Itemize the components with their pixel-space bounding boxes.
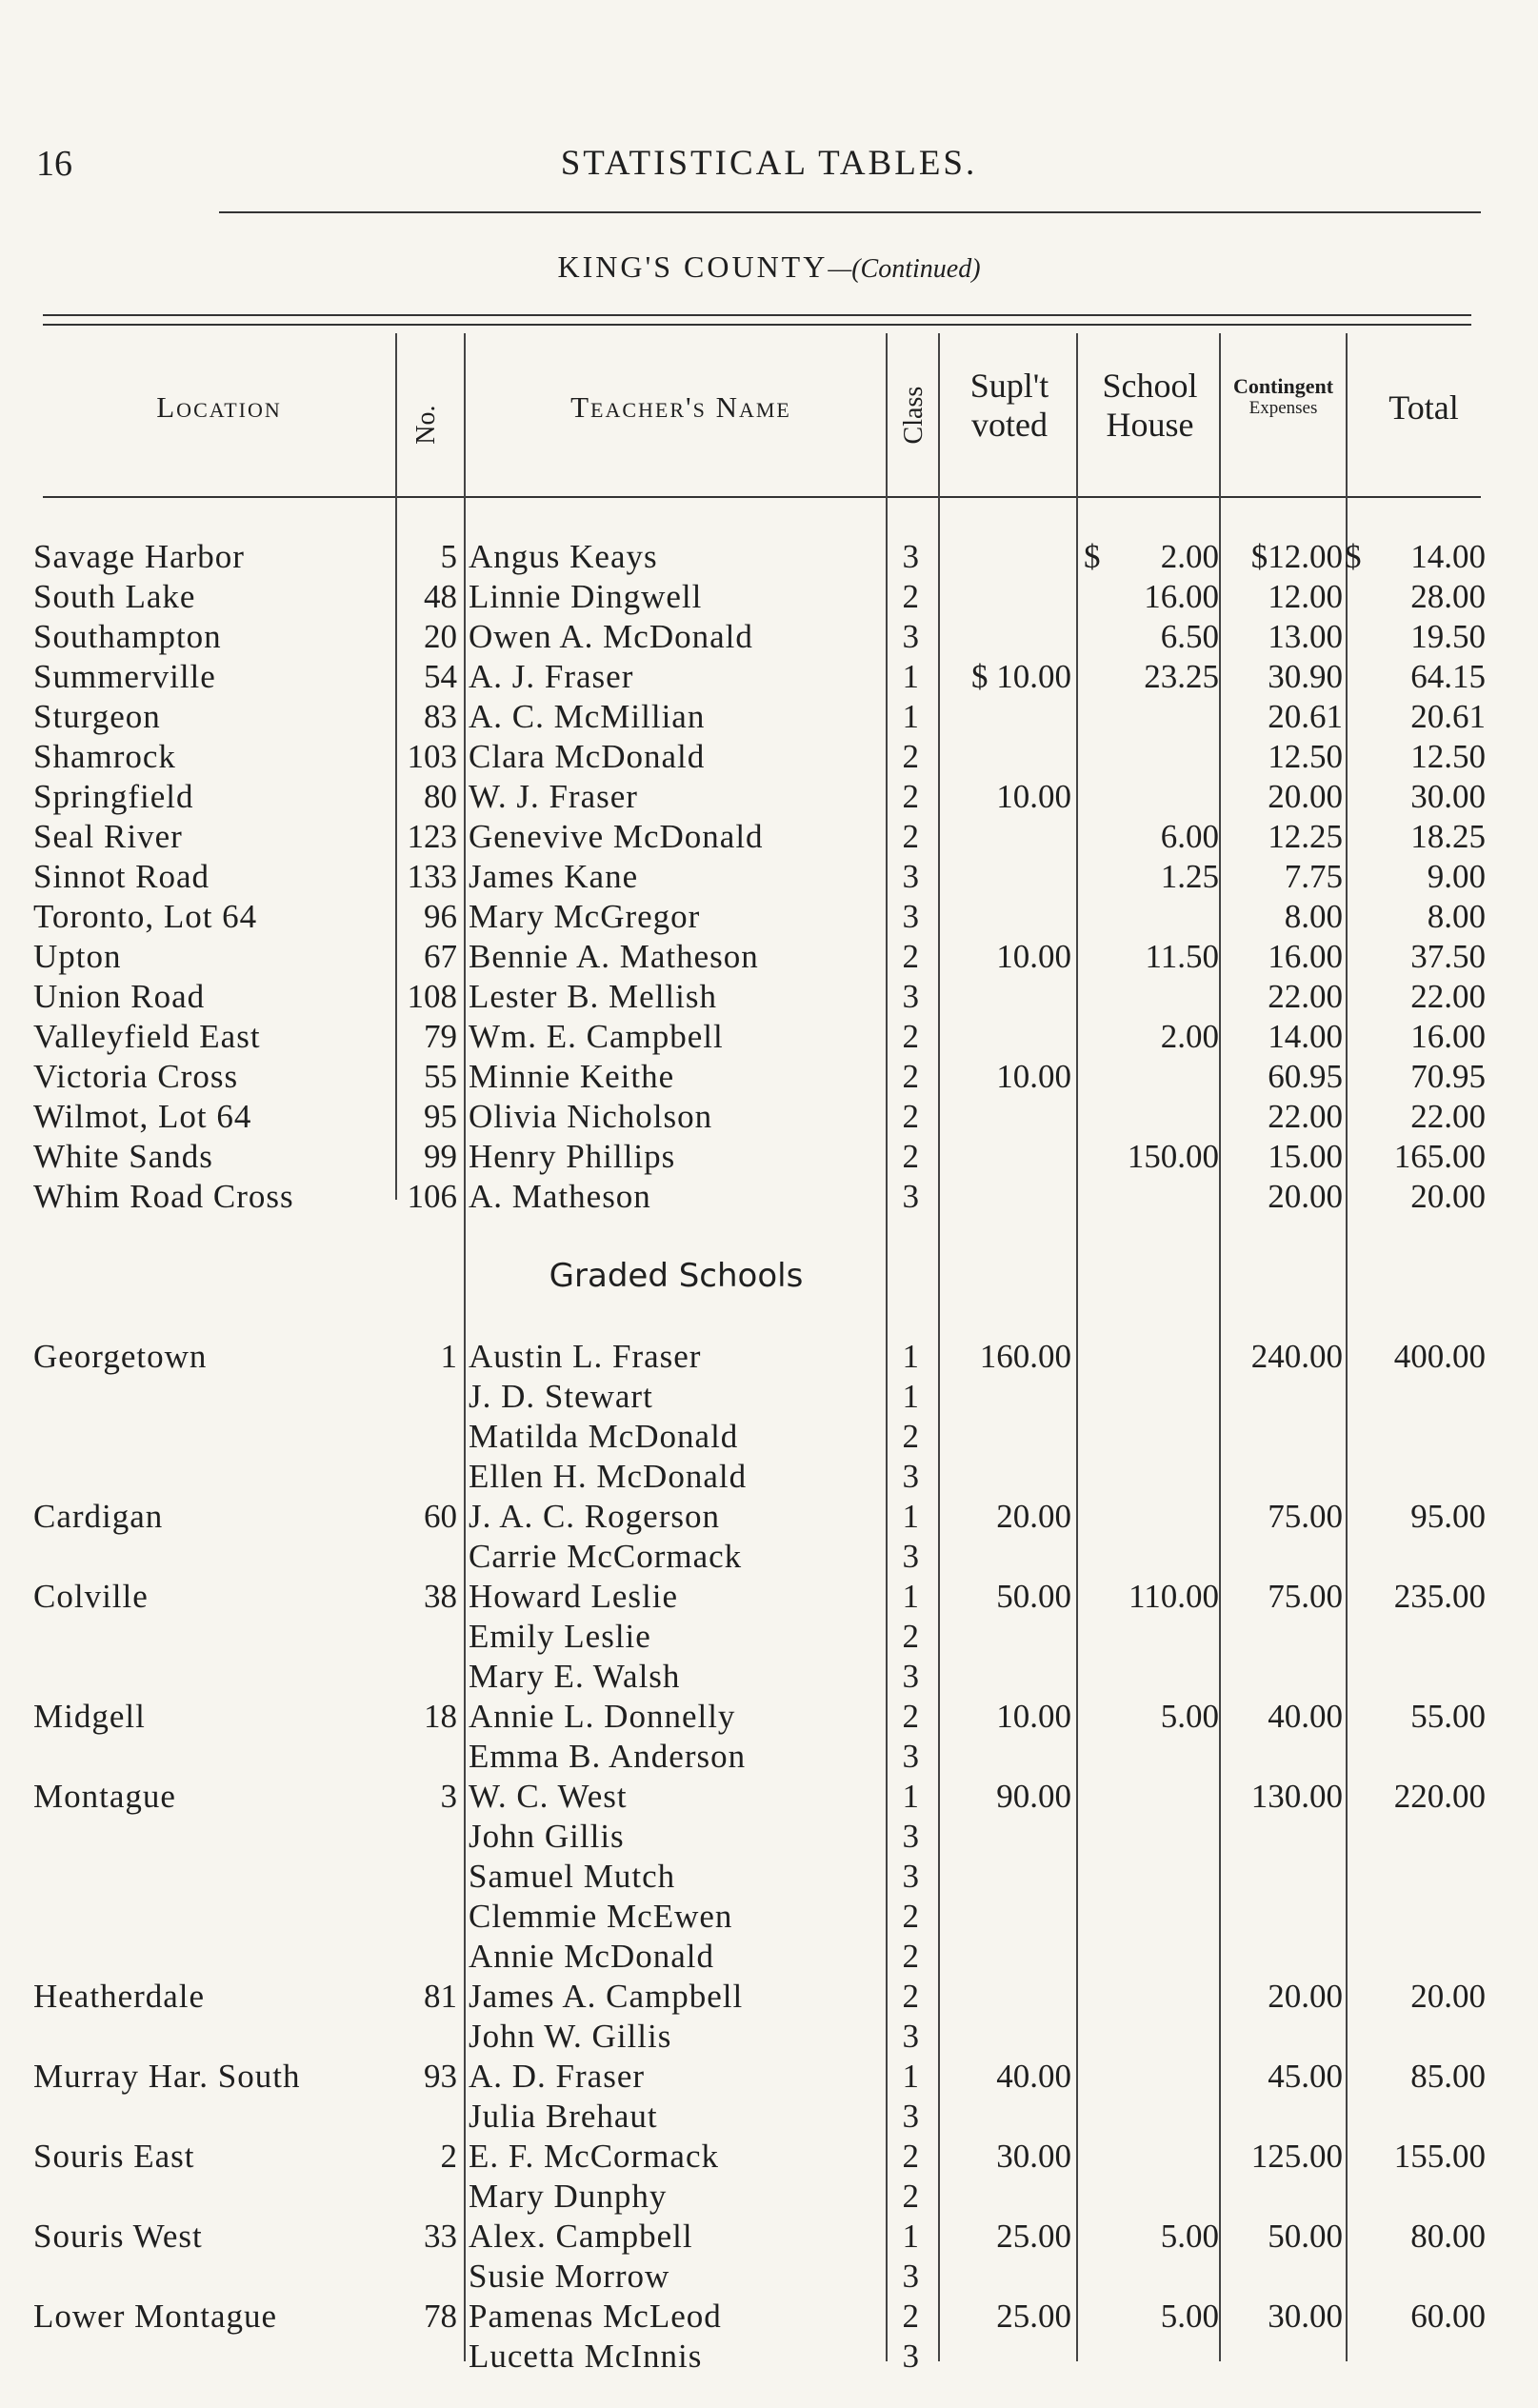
header-class: Class xyxy=(898,386,929,445)
cell-no: 81 xyxy=(424,1978,457,2015)
cell-class: 2 xyxy=(902,2138,919,2175)
cell-class: 3 xyxy=(902,898,919,935)
cell-class: 1 xyxy=(902,1498,919,1535)
cell-teacher: Samuel Mutch xyxy=(469,1858,676,1895)
cell-location: Victoria Cross xyxy=(33,1058,239,1095)
cell-no: 79 xyxy=(424,1018,457,1055)
page-number: 16 xyxy=(36,144,72,184)
cell-class: 3 xyxy=(902,1458,919,1495)
table-row xyxy=(0,1858,1538,1898)
cell-school-house: 16.00 xyxy=(1144,578,1219,615)
cell-teacher: W. J. Fraser xyxy=(469,778,638,815)
header-supplt: Supl't voted xyxy=(969,367,1049,445)
cell-class: 2 xyxy=(902,578,919,615)
cell-total: 9.00 xyxy=(1427,858,1486,895)
cell-class: 2 xyxy=(902,1698,919,1735)
cell-teacher: A. J. Fraser xyxy=(469,658,634,695)
cell-class: 3 xyxy=(902,2258,919,2295)
cell-teacher: Susie Morrow xyxy=(469,2258,670,2295)
cell-class: 1 xyxy=(902,1338,919,1375)
cell-class: 2 xyxy=(902,1098,919,1135)
cell-location: Murray Har. South xyxy=(33,2058,301,2095)
cell-class: 2 xyxy=(902,1618,919,1655)
cell-class: 1 xyxy=(902,2218,919,2255)
cell-class: 3 xyxy=(902,1178,919,1215)
cell-no: 103 xyxy=(407,738,457,775)
cell-supplt: 20.00 xyxy=(996,1498,1071,1535)
cell-teacher: Carrie McCormack xyxy=(469,1538,743,1575)
cell-class: 2 xyxy=(902,2178,919,2215)
header-school-house: School House xyxy=(1102,367,1198,445)
table-row xyxy=(0,1698,1538,1738)
cell-school-house: 1.25 xyxy=(1160,858,1219,895)
cell-class: 3 xyxy=(902,1538,919,1575)
cell-supplt: 40.00 xyxy=(996,2058,1071,2095)
cell-total: 60.00 xyxy=(1410,2298,1486,2335)
cell-location: Toronto, Lot 64 xyxy=(33,898,258,935)
table-row xyxy=(0,1098,1538,1138)
cell-teacher: Annie McDonald xyxy=(469,1938,714,1975)
table-row xyxy=(0,2298,1538,2338)
cell-location: Shamrock xyxy=(33,738,176,775)
cell-contingent: $12.00 xyxy=(1250,538,1343,575)
cell-teacher: Wm. E. Campbell xyxy=(469,1018,724,1055)
cell-contingent: 12.25 xyxy=(1268,818,1343,855)
cell-no: 108 xyxy=(407,978,457,1015)
cell-location: Midgell xyxy=(33,1698,146,1735)
cell-supplt: 10.00 xyxy=(996,938,1071,975)
cell-no: 106 xyxy=(407,1178,457,1215)
cell-no: 78 xyxy=(424,2298,457,2335)
table-row xyxy=(0,2098,1538,2138)
cell-class: 3 xyxy=(902,978,919,1015)
cell-supplt: 10.00 xyxy=(996,778,1071,815)
cell-teacher: Henry Phillips xyxy=(469,1138,676,1175)
cell-location: Sinnot Road xyxy=(33,858,210,895)
cell-location: Souris West xyxy=(33,2218,203,2255)
cell-class: 3 xyxy=(902,2338,919,2375)
cell-supplt: 10.00 xyxy=(996,1058,1071,1095)
cell-no: 20 xyxy=(424,618,457,655)
cell-school-house: 5.00 xyxy=(1160,2218,1219,2255)
cell-no: 5 xyxy=(440,538,457,575)
cell-no: 80 xyxy=(424,778,457,815)
cell-teacher: Julia Brehaut xyxy=(469,2098,658,2135)
cell-no: 33 xyxy=(424,2218,457,2255)
cell-teacher: James Kane xyxy=(469,858,639,895)
cell-class: 2 xyxy=(902,1138,919,1175)
cell-contingent: 45.00 xyxy=(1268,2058,1343,2095)
cell-no: 3 xyxy=(440,1778,457,1815)
cell-total: 12.50 xyxy=(1410,738,1486,775)
cell-location: Wilmot, Lot 64 xyxy=(33,1098,252,1135)
total-dollar: $ xyxy=(1345,538,1362,575)
cell-supplt: 90.00 xyxy=(996,1778,1071,1815)
top-rule xyxy=(219,211,1481,213)
header-contingent xyxy=(1219,374,1348,419)
cell-teacher: Mary E. Walsh xyxy=(469,1658,681,1695)
cell-teacher: Clara McDonald xyxy=(469,738,706,775)
table-row xyxy=(0,1658,1538,1698)
cell-school-house: 2.00 xyxy=(1160,538,1219,575)
cell-class: 3 xyxy=(902,2018,919,2055)
table-row xyxy=(0,618,1538,658)
cell-class: 3 xyxy=(902,1818,919,1855)
cell-teacher: A. Matheson xyxy=(469,1178,651,1215)
table-row xyxy=(0,1538,1538,1578)
cell-class: 1 xyxy=(902,1578,919,1615)
table-row xyxy=(0,538,1538,578)
cell-school-house: 23.25 xyxy=(1144,658,1219,695)
cell-class: 1 xyxy=(902,2058,919,2095)
graded-schools-title: Graded Schools xyxy=(549,1257,804,1295)
cell-class: 1 xyxy=(902,1778,919,1815)
cell-class: 3 xyxy=(902,618,919,655)
header-no: No. xyxy=(410,405,441,445)
table-row xyxy=(0,2138,1538,2178)
double-rule-upper xyxy=(43,314,1471,316)
cell-supplt: 30.00 xyxy=(996,2138,1071,2175)
cell-contingent: 75.00 xyxy=(1268,1498,1343,1535)
cell-class: 1 xyxy=(902,698,919,735)
cell-total: 14.00 xyxy=(1410,538,1486,575)
cell-teacher: John W. Gillis xyxy=(469,2018,672,2055)
table-row xyxy=(0,1018,1538,1058)
cell-teacher: Olivia Nicholson xyxy=(469,1098,713,1135)
cell-no: 18 xyxy=(424,1698,457,1735)
cell-contingent: 75.00 xyxy=(1268,1578,1343,1615)
header-total: Total xyxy=(1388,388,1459,427)
cell-contingent: 22.00 xyxy=(1268,978,1343,1015)
cell-contingent: 60.95 xyxy=(1268,1058,1343,1095)
cell-contingent: 20.61 xyxy=(1268,698,1343,735)
table-row xyxy=(0,1898,1538,1938)
cell-class: 2 xyxy=(902,1898,919,1935)
cell-teacher: Linnie Dingwell xyxy=(469,578,703,615)
cell-teacher: Howard Leslie xyxy=(469,1578,679,1615)
cell-contingent: 50.00 xyxy=(1268,2218,1343,2255)
header-contingent-top: Contingent xyxy=(1232,374,1334,398)
table-row xyxy=(0,1058,1538,1098)
cell-no: 95 xyxy=(424,1098,457,1135)
cell-no: 48 xyxy=(424,578,457,615)
cell-teacher: Pamenas McLeod xyxy=(469,2298,722,2335)
table-row xyxy=(0,1498,1538,1538)
cell-total: 19.50 xyxy=(1410,618,1486,655)
table-row xyxy=(0,698,1538,738)
cell-total: 8.00 xyxy=(1427,898,1486,935)
cell-contingent: 12.50 xyxy=(1268,738,1343,775)
cell-location: South Lake xyxy=(33,578,196,615)
cell-teacher: Mary McGregor xyxy=(469,898,701,935)
table-row xyxy=(0,1778,1538,1818)
table-row xyxy=(0,1818,1538,1858)
cell-contingent: 7.75 xyxy=(1284,858,1343,895)
header-rule xyxy=(43,496,1481,498)
cell-class: 3 xyxy=(902,1738,919,1775)
header-teacher: Teacher's Name xyxy=(570,390,791,424)
cell-supplt: $ 10.00 xyxy=(971,658,1071,695)
cell-total: 20.00 xyxy=(1410,1178,1486,1215)
table-row xyxy=(0,1178,1538,1218)
table-row xyxy=(0,738,1538,778)
header-contingent-bottom: Expenses xyxy=(1248,398,1318,419)
cell-class: 2 xyxy=(902,1018,919,1055)
table-row xyxy=(0,578,1538,618)
table-row xyxy=(0,658,1538,698)
cell-total: 80.00 xyxy=(1410,2218,1486,2255)
cell-total: 20.00 xyxy=(1410,1978,1486,2015)
cell-teacher: Bennie A. Matheson xyxy=(469,938,759,975)
cell-total: 22.00 xyxy=(1410,978,1486,1015)
cell-contingent: 13.00 xyxy=(1268,618,1343,655)
cell-location: Southampton xyxy=(33,618,222,655)
cell-location: Whim Road Cross xyxy=(33,1178,294,1215)
cell-class: 3 xyxy=(902,858,919,895)
cell-no: 83 xyxy=(424,698,457,735)
cell-location: Seal River xyxy=(33,818,183,855)
cell-location: Summerville xyxy=(33,658,216,695)
table-row xyxy=(0,1458,1538,1498)
cell-contingent: 125.00 xyxy=(1250,2138,1343,2175)
cell-teacher: Austin L. Fraser xyxy=(469,1338,702,1375)
table-row xyxy=(0,2218,1538,2258)
cell-class: 2 xyxy=(902,818,919,855)
cell-contingent: 30.90 xyxy=(1268,658,1343,695)
cell-location: Montague xyxy=(33,1778,176,1815)
cell-school-house: 2.00 xyxy=(1160,1018,1219,1055)
cell-location: Upton xyxy=(33,938,122,975)
cell-teacher: J. D. Stewart xyxy=(469,1378,653,1415)
cell-teacher: Angus Keays xyxy=(469,538,658,575)
header-location: Location xyxy=(156,390,282,424)
table-row xyxy=(0,2018,1538,2058)
cell-location: White Sands xyxy=(33,1138,213,1175)
cell-teacher: Lester B. Mellish xyxy=(469,978,717,1015)
cell-class: 3 xyxy=(902,1658,919,1695)
cell-no: 93 xyxy=(424,2058,457,2095)
cell-class: 3 xyxy=(902,2098,919,2135)
cell-no: 54 xyxy=(424,658,457,695)
cell-total: 220.00 xyxy=(1393,1778,1486,1815)
table-row xyxy=(0,2058,1538,2098)
cell-teacher: Alex. Campbell xyxy=(469,2218,693,2255)
cell-total: 16.00 xyxy=(1410,1018,1486,1055)
cell-teacher: Annie L. Donnelly xyxy=(469,1698,736,1735)
cell-school-house: 6.50 xyxy=(1160,618,1219,655)
cell-contingent: 20.00 xyxy=(1268,1178,1343,1215)
table-row xyxy=(0,898,1538,938)
cell-class: 1 xyxy=(902,658,919,695)
cell-class: 2 xyxy=(902,938,919,975)
cell-school-house: 6.00 xyxy=(1160,818,1219,855)
table-row xyxy=(0,1338,1538,1378)
cell-no: 1 xyxy=(440,1338,457,1375)
cell-location: Souris East xyxy=(33,2138,195,2175)
cell-contingent: 40.00 xyxy=(1268,1698,1343,1735)
cell-location: Union Road xyxy=(33,978,206,1015)
cell-contingent: 130.00 xyxy=(1250,1778,1343,1815)
cell-total: 155.00 xyxy=(1393,2138,1486,2175)
school-house-dollar: $ xyxy=(1084,538,1101,575)
county-name: KING'S COUNTY xyxy=(557,249,829,284)
cell-teacher: E. F. McCormack xyxy=(469,2138,719,2175)
cell-location: Cardigan xyxy=(33,1498,164,1535)
cell-no: 60 xyxy=(424,1498,457,1535)
cell-location: Springfield xyxy=(33,778,194,815)
cell-class: 2 xyxy=(902,1938,919,1975)
cell-total: 95.00 xyxy=(1410,1498,1486,1535)
cell-no: 96 xyxy=(424,898,457,935)
cell-teacher: James A. Campbell xyxy=(469,1978,744,2015)
cell-total: 165.00 xyxy=(1393,1138,1486,1175)
cell-contingent: 16.00 xyxy=(1268,938,1343,975)
cell-class: 2 xyxy=(902,2298,919,2335)
table-row xyxy=(0,1618,1538,1658)
cell-total: 22.00 xyxy=(1410,1098,1486,1135)
cell-total: 18.25 xyxy=(1410,818,1486,855)
cell-no: 123 xyxy=(407,818,457,855)
table-row xyxy=(0,1378,1538,1418)
cell-no: 67 xyxy=(424,938,457,975)
cell-school-house: 5.00 xyxy=(1160,1698,1219,1735)
cell-teacher: Minnie Keithe xyxy=(469,1058,675,1095)
table-row xyxy=(0,938,1538,978)
double-rule-lower xyxy=(43,324,1471,326)
cell-class: 3 xyxy=(902,538,919,575)
cell-teacher: John Gillis xyxy=(469,1818,625,1855)
cell-no: 55 xyxy=(424,1058,457,1095)
cell-supplt: 10.00 xyxy=(996,1698,1071,1735)
cell-contingent: 8.00 xyxy=(1284,898,1343,935)
cell-location: Georgetown xyxy=(33,1338,208,1375)
cell-school-house: 110.00 xyxy=(1129,1578,1219,1615)
cell-teacher: Clemmie McEwen xyxy=(469,1898,733,1935)
cell-class: 2 xyxy=(902,1058,919,1095)
cell-total: 235.00 xyxy=(1393,1578,1486,1615)
cell-location: Lower Montague xyxy=(33,2298,278,2335)
cell-location: Heatherdale xyxy=(33,1978,206,2015)
table-row xyxy=(0,778,1538,818)
cell-total: 55.00 xyxy=(1410,1698,1486,1735)
cell-no: 2 xyxy=(440,2138,457,2175)
cell-teacher: Emily Leslie xyxy=(469,1618,651,1655)
cell-teacher: W. C. West xyxy=(469,1778,628,1815)
cell-class: 1 xyxy=(902,1378,919,1415)
cell-total: 37.50 xyxy=(1410,938,1486,975)
cell-class: 2 xyxy=(902,1418,919,1455)
cell-no: 38 xyxy=(424,1578,457,1615)
cell-total: 70.95 xyxy=(1410,1058,1486,1095)
cell-total: 30.00 xyxy=(1410,778,1486,815)
table-row xyxy=(0,1578,1538,1618)
cell-contingent: 22.00 xyxy=(1268,1098,1343,1135)
cell-contingent: 20.00 xyxy=(1268,778,1343,815)
cell-teacher: Mary Dunphy xyxy=(469,2178,668,2215)
table-row xyxy=(0,2258,1538,2298)
cell-class: 3 xyxy=(902,1858,919,1895)
table-row xyxy=(0,2338,1538,2378)
table-row xyxy=(0,2178,1538,2218)
cell-contingent: 12.00 xyxy=(1268,578,1343,615)
cell-contingent: 30.00 xyxy=(1268,2298,1343,2335)
cell-teacher: Matilda McDonald xyxy=(469,1418,739,1455)
cell-contingent: 20.00 xyxy=(1268,1978,1343,2015)
cell-contingent: 240.00 xyxy=(1250,1338,1343,1375)
cell-school-house: 11.50 xyxy=(1145,938,1219,975)
cell-class: 2 xyxy=(902,738,919,775)
table-row xyxy=(0,1978,1538,2018)
table-row xyxy=(0,1418,1538,1458)
cell-teacher: A. C. McMillian xyxy=(469,698,706,735)
cell-teacher: Owen A. McDonald xyxy=(469,618,753,655)
cell-no: 133 xyxy=(407,858,457,895)
cell-total: 85.00 xyxy=(1410,2058,1486,2095)
cell-teacher: Genevive McDonald xyxy=(469,818,764,855)
cell-teacher: J. A. C. Rogerson xyxy=(469,1498,720,1535)
cell-school-house: 150.00 xyxy=(1127,1138,1219,1175)
cell-teacher: A. D. Fraser xyxy=(469,2058,646,2095)
county-continued: —(Continued) xyxy=(828,254,981,284)
running-head: STATISTICAL TABLES. xyxy=(560,144,978,183)
cell-location: Savage Harbor xyxy=(33,538,245,575)
cell-location: Sturgeon xyxy=(33,698,161,735)
cell-contingent: 14.00 xyxy=(1268,1018,1343,1055)
cell-location: Colville xyxy=(33,1578,149,1615)
cell-contingent: 15.00 xyxy=(1268,1138,1343,1175)
table-row xyxy=(0,1738,1538,1778)
cell-supplt: 50.00 xyxy=(996,1578,1071,1615)
cell-teacher: Ellen H. McDonald xyxy=(469,1458,748,1495)
cell-supplt: 25.00 xyxy=(996,2298,1071,2335)
cell-supplt: 160.00 xyxy=(979,1338,1071,1375)
cell-supplt: 25.00 xyxy=(996,2218,1071,2255)
cell-class: 2 xyxy=(902,778,919,815)
county-title xyxy=(0,249,1538,285)
cell-total: 64.15 xyxy=(1410,658,1486,695)
cell-location: Valleyfield East xyxy=(33,1018,261,1055)
cell-teacher: Emma B. Anderson xyxy=(469,1738,747,1775)
cell-total: 400.00 xyxy=(1393,1338,1486,1375)
cell-total: 20.61 xyxy=(1410,698,1486,735)
table-row xyxy=(0,1938,1538,1978)
cell-no: 99 xyxy=(424,1138,457,1175)
cell-school-house: 5.00 xyxy=(1160,2298,1219,2335)
cell-teacher: Lucetta McInnis xyxy=(469,2338,703,2375)
table-row xyxy=(0,858,1538,898)
table-row xyxy=(0,1138,1538,1178)
table-row xyxy=(0,978,1538,1018)
cell-class: 2 xyxy=(902,1978,919,2015)
table-row xyxy=(0,818,1538,858)
cell-total: 28.00 xyxy=(1410,578,1486,615)
